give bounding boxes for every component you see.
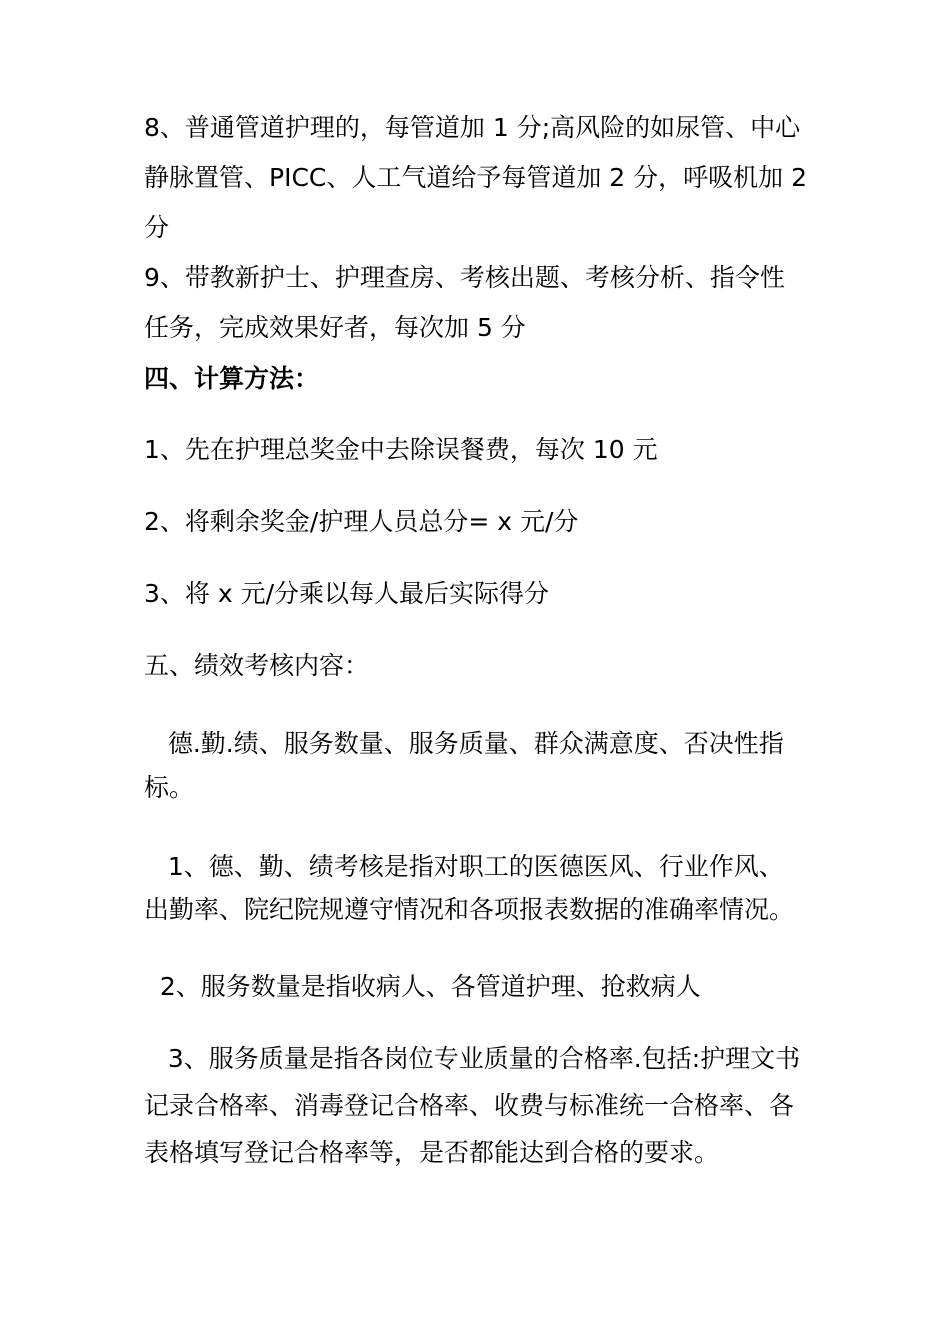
section5-intro-line2: 标。 xyxy=(144,773,195,802)
section5-p1-line2: 出勤率、院纪院规遵守情况和各项报表数据的准确率情况。 xyxy=(144,895,795,924)
section4-step1: 1、先在护理总奖金中去除误餐费，每次 10 元 xyxy=(144,435,658,464)
section5-p3-line2: 记录合格率、消毒登记合格率、收费与标准统一合格率、各 xyxy=(144,1091,795,1120)
item8-line1: 8、普通管道护理的，每管道加 1 分;高风险的如尿管、中心 xyxy=(144,113,801,142)
section5-p2-line1: 2、服务数量是指收病人、各管道护理、抢救病人 xyxy=(144,972,701,1001)
item8-line2: 静脉置管、PICC、人工气道给予每管道加 2 分，呼吸机加 2 xyxy=(144,163,808,192)
section4-heading: 四、计算方法： xyxy=(144,364,320,393)
item9-line2: 任务，完成效果好者，每次加 5 分 xyxy=(144,313,526,342)
section5-p3-line1: 3、服务质量是指各岗位专业质量的合格率.包括:护理文书 xyxy=(144,1044,801,1073)
section5-intro-line1: 德.勤.绩、服务数量、服务质量、群众满意度、否决性指 xyxy=(144,729,784,758)
section5-p3-line3: 表格填写登记合格率等，是否都能达到合格的要求。 xyxy=(144,1138,720,1167)
item9-line1: 9、带教新护士、护理查房、考核出题、考核分析、指令性 xyxy=(144,263,785,292)
section5-heading: 五、绩效考核内容： xyxy=(144,651,370,680)
item8-line3: 分 xyxy=(144,213,170,242)
section4-step3: 3、将 x 元/分乘以每人最后实际得分 xyxy=(144,579,550,608)
section5-p1-line1: 1、德、勤、绩考核是指对职工的医德医风、行业作风、 xyxy=(144,852,784,881)
section4-step2: 2、将剩余奖金/护理人员总分= x 元/分 xyxy=(144,507,579,536)
